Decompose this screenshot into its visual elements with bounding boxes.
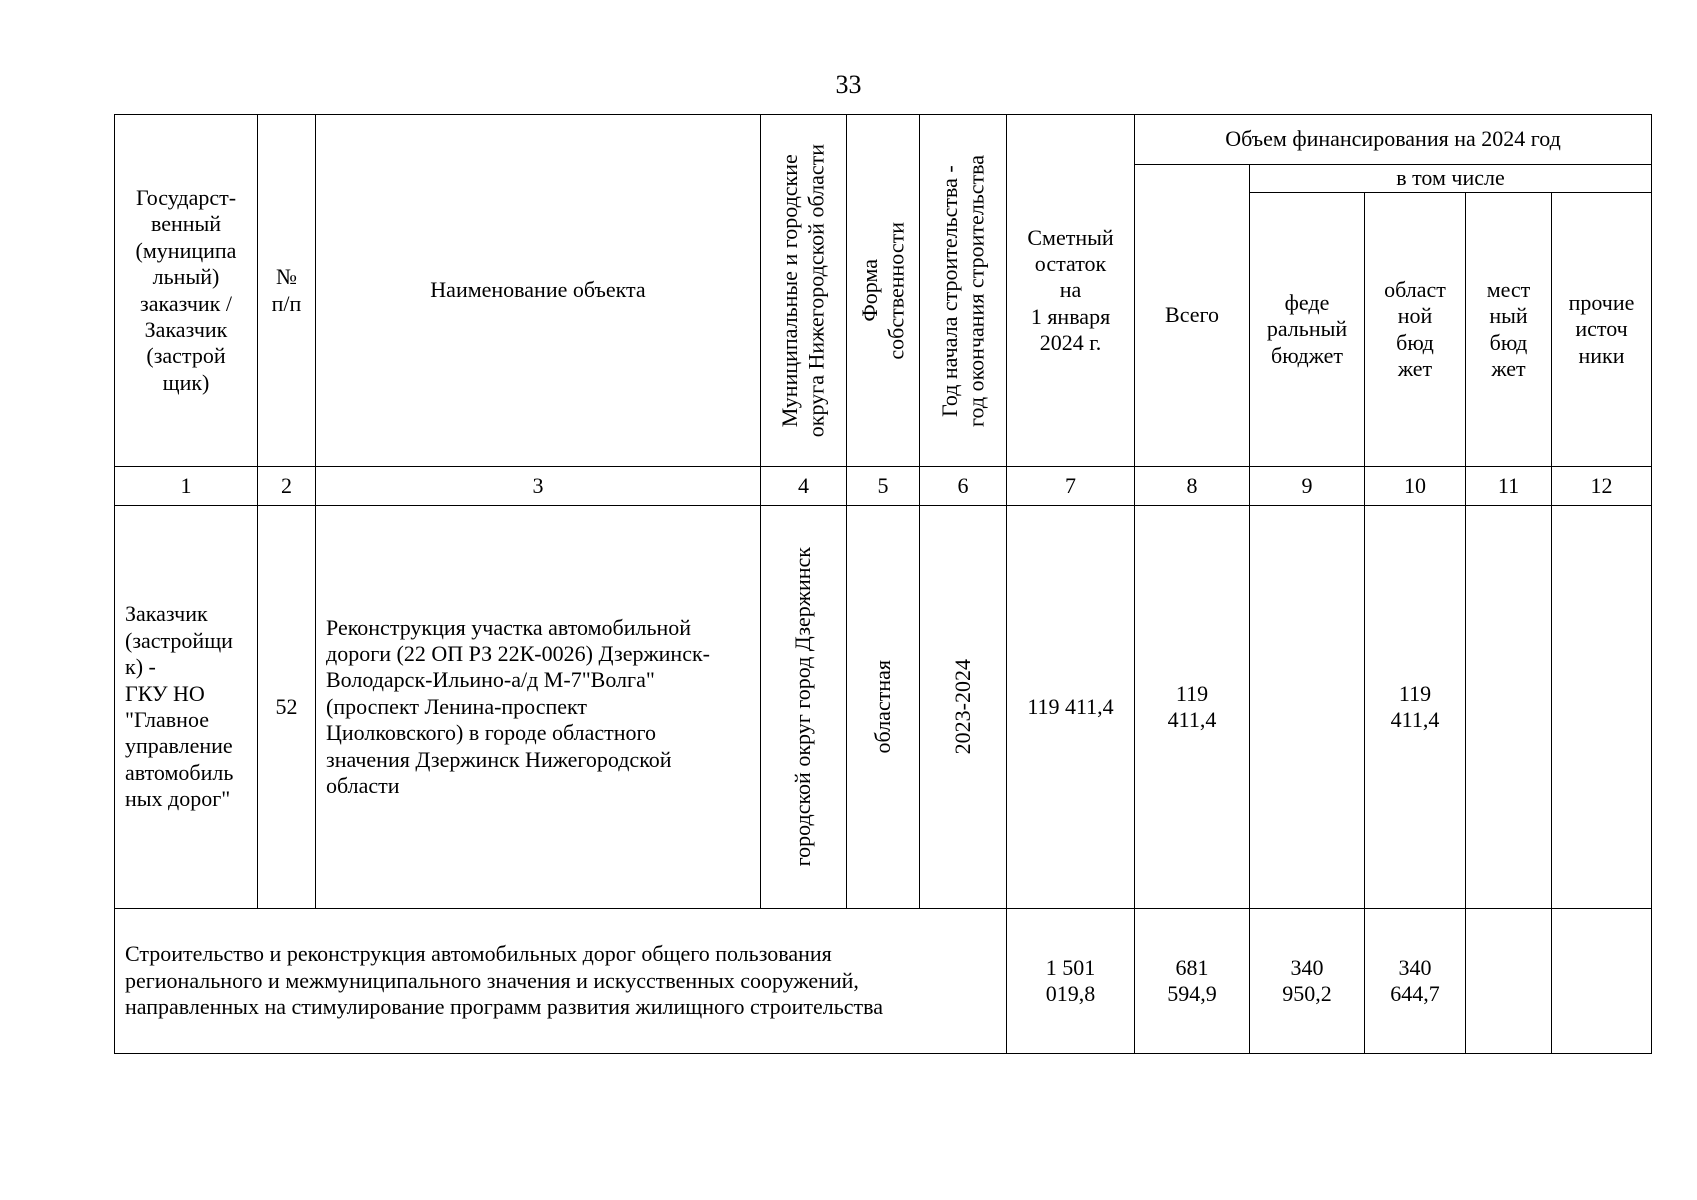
header-object-name: Наименование объекта <box>316 115 761 467</box>
financing-table <box>114 114 1652 1054</box>
column-number: 3 <box>316 467 761 506</box>
header-district-cell <box>761 115 847 467</box>
column-number: 11 <box>1466 467 1552 506</box>
header-ownership-cell <box>847 115 920 467</box>
column-number: 7 <box>1007 467 1135 506</box>
cell-local <box>1466 506 1552 909</box>
header-local: мест ный бюд жет <box>1466 193 1552 467</box>
cell-district-cell <box>761 506 847 909</box>
header-other: прочие источ ники <box>1552 193 1652 467</box>
summary-estimate-balance: 1 501 019,8 <box>1007 909 1135 1054</box>
cell-estimate-balance: 119 411,4 <box>1007 506 1135 909</box>
header-total: Всего <box>1135 165 1250 467</box>
header-estimate-balance: Сметный остаток на 1 января 2024 г. <box>1007 115 1135 467</box>
cell-number: 52 <box>258 506 316 909</box>
column-number: 4 <box>761 467 847 506</box>
cell-regional: 119 411,4 <box>1365 506 1466 909</box>
summary-row <box>115 909 1652 1054</box>
cell-customer: Заказчик (застройщи к) - ГКУ НО "Главное управление автомобиль ных дорог" <box>115 506 258 909</box>
cell-years-cell <box>920 506 1007 909</box>
header-regional: област ной бюд жет <box>1365 193 1466 467</box>
table-row <box>115 506 1652 909</box>
cell-total: 119 411,4 <box>1135 506 1250 909</box>
cell-object-name: Реконструкция участка автомобильной дороги (22 ОП РЗ 22К-0026) Дзержинск- Володарск-Ильино-а/д М-7"Волга" (проспект Ленина-проспект Циолковского) в городе областного значения Дзержинск Нижегородской области <box>316 506 761 909</box>
column-number: 9 <box>1250 467 1365 506</box>
header-ownership: Форма собственности <box>856 221 908 360</box>
column-number: 6 <box>920 467 1007 506</box>
header-including: в том числе <box>1250 165 1652 193</box>
header-number: № п/п <box>258 115 316 467</box>
summary-federal: 340 950,2 <box>1250 909 1365 1054</box>
cell-district: городской округ город Дзержинск <box>790 547 816 867</box>
header-customer: Государст- венный (муниципа льный) заказчик / Заказчик (застрой щик) <box>115 115 258 467</box>
column-number: 2 <box>258 467 316 506</box>
summary-regional: 340 644,7 <box>1365 909 1466 1054</box>
header-district: Муниципальные и городские округа Нижегородской области <box>777 143 829 438</box>
cell-ownership: областная <box>869 660 895 754</box>
cell-ownership-cell <box>847 506 920 909</box>
header-years: Год начала строительства - год окончания строительства <box>936 154 988 427</box>
header-funding-group: Объем финансирования на 2024 год <box>1135 115 1652 165</box>
column-number: 10 <box>1365 467 1466 506</box>
column-numbers-row <box>115 467 1652 506</box>
cell-federal <box>1250 506 1365 909</box>
column-number: 12 <box>1552 467 1652 506</box>
column-number: 8 <box>1135 467 1250 506</box>
page-number: 33 <box>835 70 862 99</box>
summary-other <box>1552 909 1652 1054</box>
summary-local <box>1466 909 1552 1054</box>
summary-label: Строительство и реконструкция автомобильных дорог общего пользования регионального и межмуниципального значения и искусственных сооружений, направленных на стимулирование программ развития жилищного строительства <box>115 909 1007 1054</box>
header-years-cell <box>920 115 1007 467</box>
header-federal: феде ральный бюджет <box>1250 193 1365 467</box>
cell-other <box>1552 506 1652 909</box>
summary-total: 681 594,9 <box>1135 909 1250 1054</box>
cell-years: 2023-2024 <box>949 659 975 755</box>
column-number: 1 <box>115 467 258 506</box>
column-number: 5 <box>847 467 920 506</box>
